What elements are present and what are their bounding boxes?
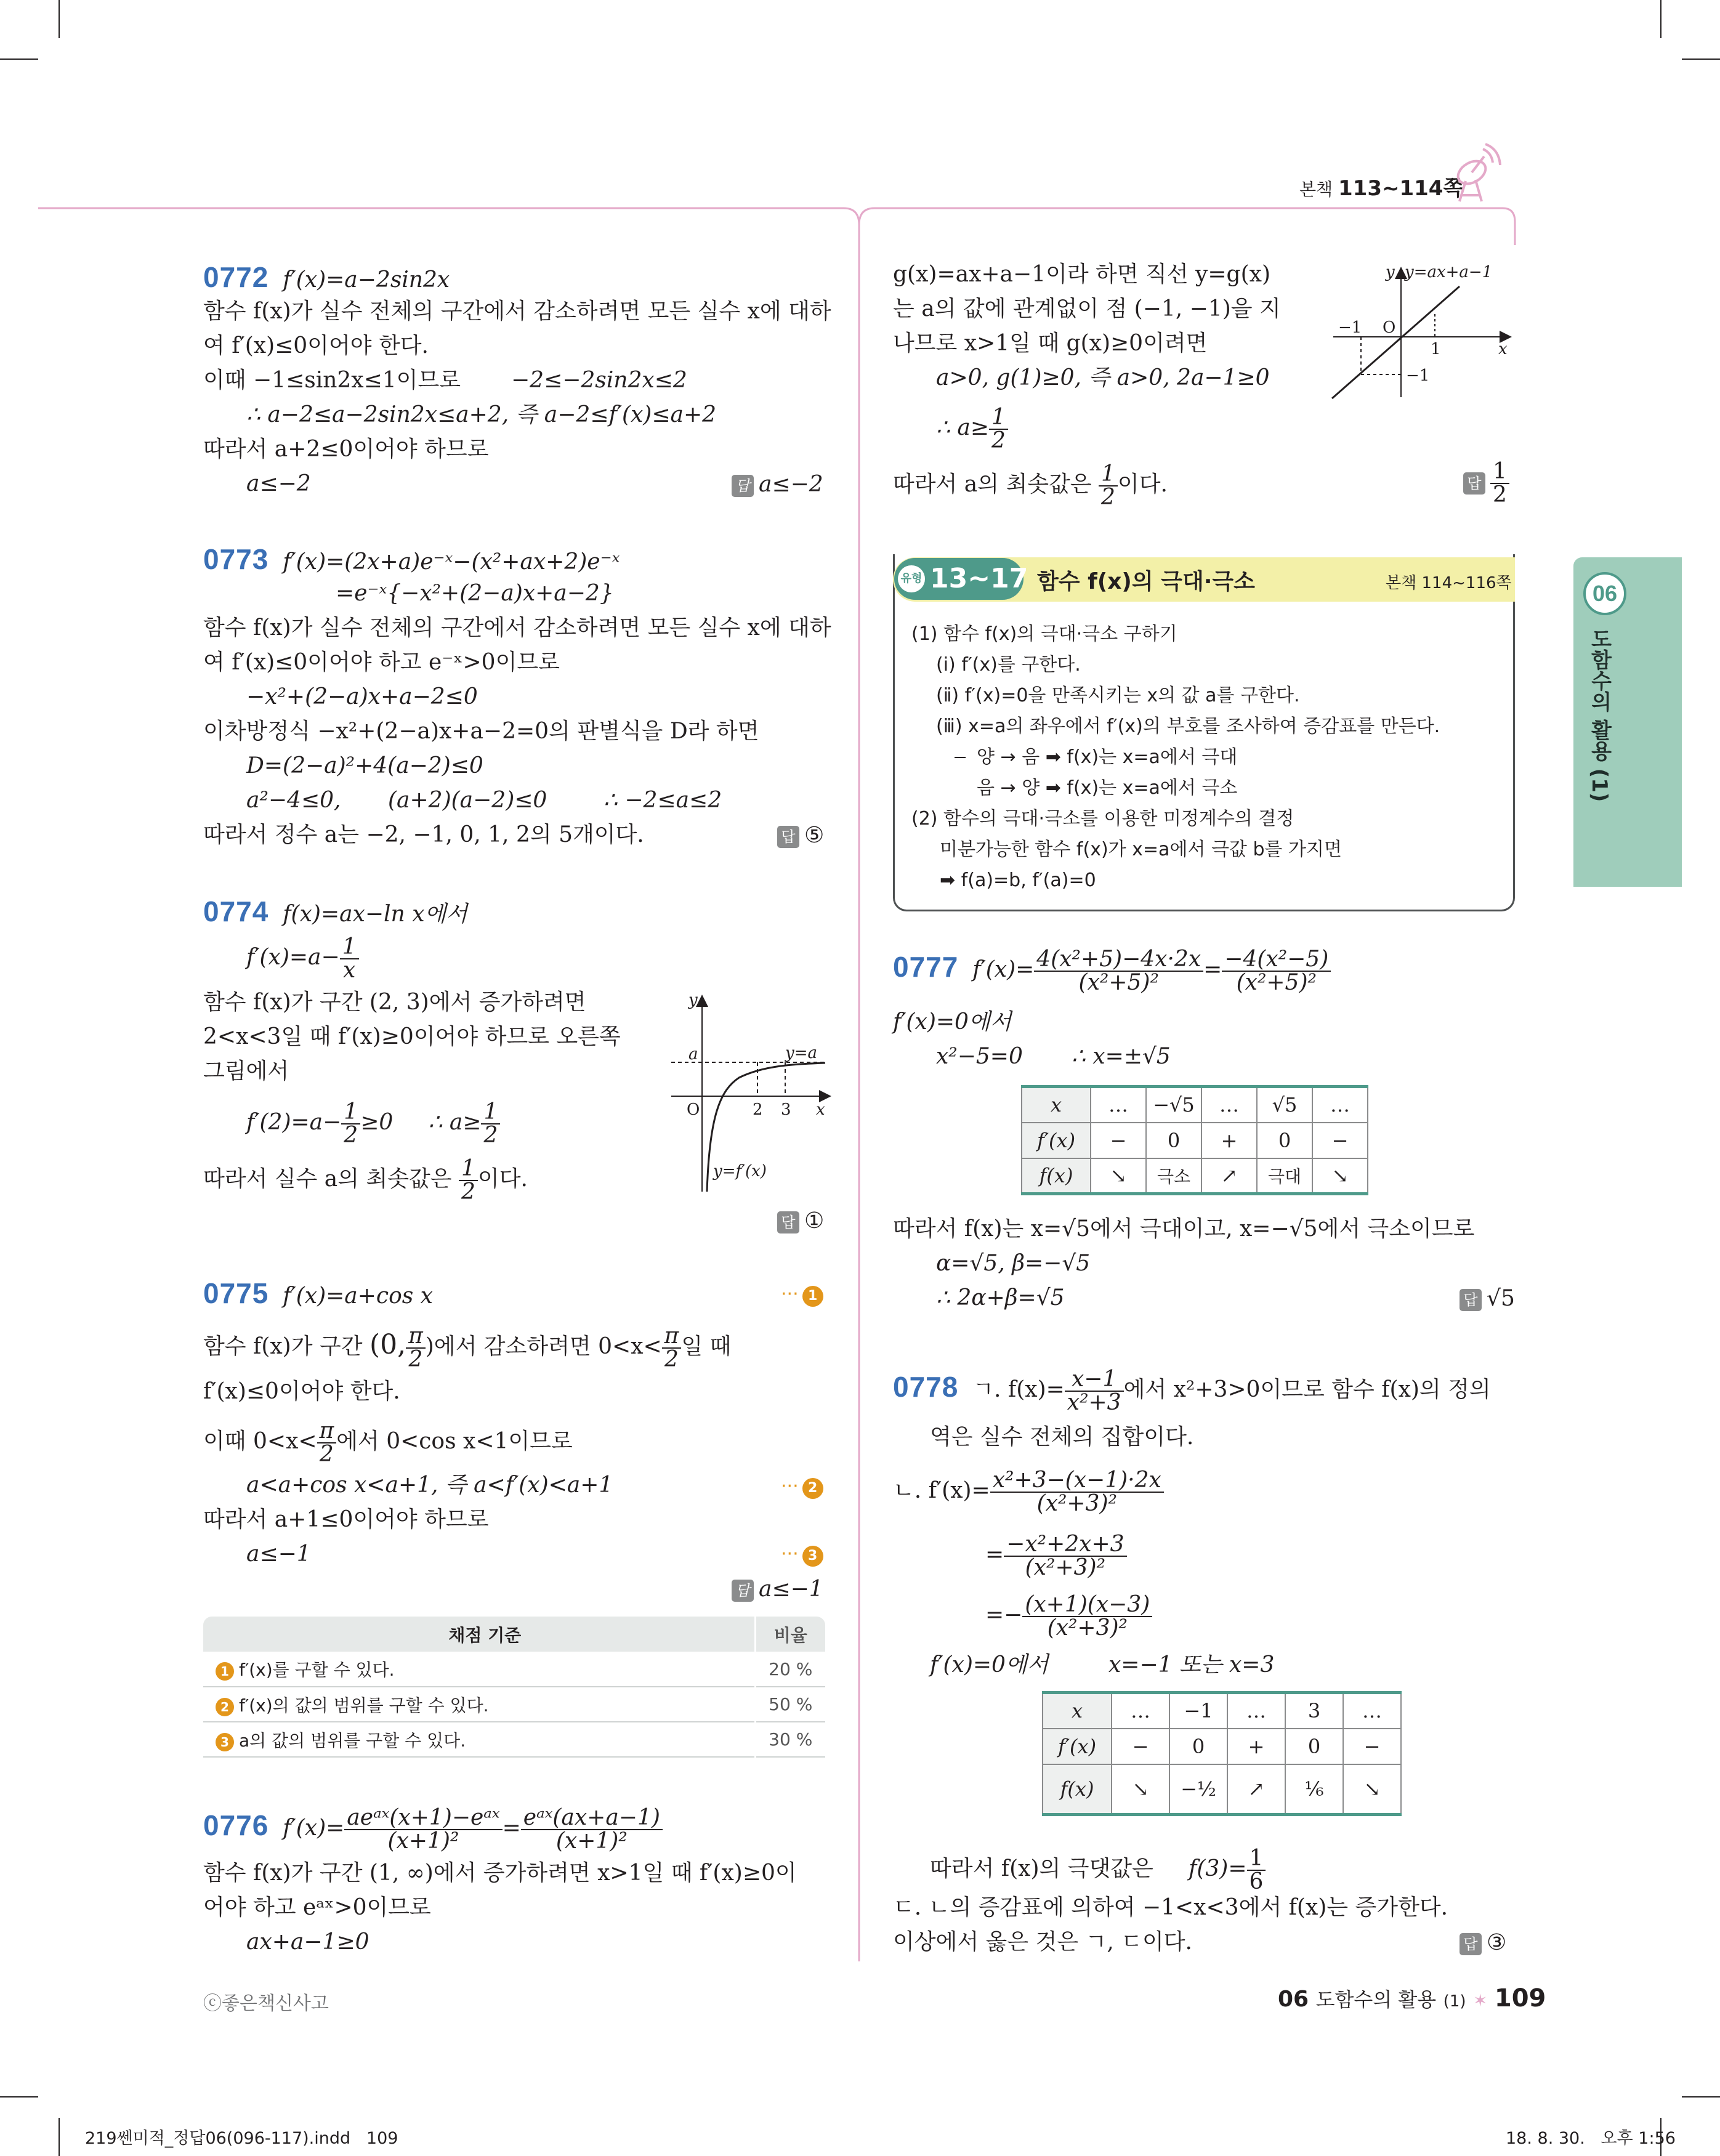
g0774-a: a	[688, 1045, 698, 1064]
criteria-rate: 20 %	[755, 1652, 825, 1687]
text-0778-8: ㄷ. ㄴ의 증감표에 의하여 −1<x<3에서 f(x)는 증가한다.	[893, 1895, 1448, 1920]
cell: +	[1227, 1729, 1285, 1764]
chapter-number-badge: 06	[1583, 572, 1626, 615]
frac-den: 2	[483, 1123, 498, 1148]
frac-0777-2	[1222, 948, 1331, 994]
answer-0776-frac	[1490, 461, 1509, 506]
graph-0774	[671, 991, 831, 1195]
cell: −√5	[1146, 1087, 1201, 1123]
cell: ↗	[1201, 1158, 1257, 1194]
eq-0778-4: = $\frac{\text{−x²+2x+3}}{\text{(x²+3)²}}$	[985, 1533, 1127, 1579]
frac-num: π	[317, 1420, 337, 1443]
type-tag-range: 13~17	[930, 563, 1028, 594]
cell: 0	[1285, 1729, 1343, 1764]
cell: x	[1022, 1087, 1091, 1123]
frac-den: 6	[1249, 1869, 1264, 1894]
frac-0778-4	[1004, 1533, 1126, 1579]
eq-0777-3b: ∴ x=±√5	[1072, 1044, 1171, 1069]
text-0775-3: f′(x)≤0이어야 한다.	[203, 1379, 400, 1404]
g0776-x: x	[1498, 340, 1508, 358]
file-info: 219쎈미적_정답06(096-117).indd 109	[85, 2129, 398, 2148]
g0774-ya: y=a	[785, 1044, 817, 1062]
cell: 극대	[1257, 1158, 1312, 1194]
frac-num: x²+3−(x−1)·2x	[990, 1469, 1164, 1493]
cell: f(x)	[1043, 1764, 1112, 1815]
text-0775-2a: 함수 f(x)가 구간	[203, 1334, 363, 1359]
frac-num: 1	[340, 936, 359, 959]
frac-den: 2	[664, 1347, 679, 1372]
grading-criteria-table	[203, 1617, 825, 1758]
answer-0773-text: ⑤	[804, 823, 825, 848]
frac-num: 1	[1490, 461, 1509, 484]
eq-0774-2	[246, 936, 359, 982]
eq-0773-7: D=(2−a)²+4(a−2)≤0	[246, 753, 483, 778]
frac-den: 2	[319, 1442, 334, 1467]
eq-0776-r5a: ∴ a≥	[936, 415, 989, 440]
text-0772-3: 여 f′(x)≤0이어야 한다.	[203, 333, 429, 358]
cell: 0	[1146, 1123, 1201, 1158]
frac-den: (x²+3)²	[1025, 1555, 1105, 1580]
frac-0776-r5	[989, 406, 1008, 452]
text-0777-4: 따라서 f(x)는 x=√5에서 극대이고, x=−√5에서 극소이므로	[893, 1216, 1475, 1242]
ref-prefix: 본책	[1299, 179, 1333, 200]
step-marker-2: ··· 2	[781, 1476, 823, 1499]
frac-0776-1	[344, 1807, 502, 1852]
ref-pages: 113~114쪽	[1338, 176, 1464, 201]
frac-0775-2	[406, 1325, 426, 1371]
criteria-text: f′(x)를 구할 수 있다.	[239, 1660, 395, 1680]
eq-0776-1a: f′(x)=	[283, 1815, 345, 1841]
cell: 극소	[1146, 1158, 1201, 1194]
chapter-side-title: 도함수의 활용 (1)	[1587, 628, 1612, 802]
criteria-head: 채점 기준	[203, 1617, 755, 1652]
page-number: 109	[1494, 1984, 1546, 2013]
eq-0777-5: α=√5, β=−√5	[936, 1251, 1091, 1276]
eq-0772-1: f′(x)=a−2sin2x	[283, 267, 450, 293]
problem-number-0777: 0777	[893, 951, 959, 983]
criteria-text: a의 값의 범위를 구할 수 있다.	[239, 1730, 466, 1751]
cell: −½	[1169, 1764, 1227, 1815]
frac-0774-6c	[481, 1101, 500, 1147]
g0774-y: y	[688, 991, 698, 1009]
eq-0774-1: f(x)=ax−ln x에서	[283, 902, 468, 927]
text-0772-4b: −2≤−2sin2x≤2	[511, 368, 687, 393]
problem-number-0775: 0775	[203, 1277, 269, 1309]
text-0778-7a: 따라서 f(x)의 극댓값은	[930, 1856, 1153, 1881]
frac-0774-6	[341, 1101, 360, 1147]
frac-den: (x²+5)²	[1236, 970, 1317, 995]
eq-0775-5: a<a+cos x<a+1, 즉 a<f′(x)<a+1	[246, 1472, 613, 1498]
frac-num: 1	[481, 1101, 500, 1124]
type-items	[911, 619, 1440, 896]
frac-num: π	[406, 1325, 426, 1349]
type-tag	[894, 558, 1028, 600]
problem-0774-head	[203, 894, 467, 932]
frac-den: 2	[1493, 482, 1507, 507]
text-0778-1a: ㄱ. f(x)=	[972, 1377, 1065, 1402]
text-0774-7b: 이다.	[477, 1166, 528, 1192]
cell: ↘	[1312, 1158, 1368, 1194]
eq-0773-1: f′(x)=(2x+a)e⁻ˣ−(x²+ax+2)e⁻ˣ	[283, 549, 620, 575]
answer-0775	[732, 1577, 823, 1602]
step-number: 1	[802, 1286, 823, 1307]
eq-0773-8a: a²−4≤0,	[246, 788, 341, 813]
text-0778-7b: f(3)=	[1189, 1856, 1247, 1881]
text-0773-3: 함수 f(x)가 실수 전체의 구간에서 감소하려면 모든 실수 x에 대하	[203, 615, 831, 640]
eq-0776-4: ax+a−1≥0	[246, 1929, 369, 1955]
frac-0777-1	[1034, 948, 1203, 994]
print-date: 18. 8. 30. 오후 1:56	[1506, 2129, 1676, 2148]
type-item: (1) 함수 f(x)의 극대·극소 구하기	[911, 623, 1177, 645]
text-0773-9: 따라서 정수 a는 −2, −1, 0, 1, 2의 5개이다.	[203, 822, 644, 847]
frac-0775-2b	[662, 1325, 682, 1371]
cell: …	[1312, 1087, 1368, 1123]
problem-0772-head	[203, 260, 450, 297]
eq-0777-1a: f′(x)=	[972, 957, 1035, 982]
frac-num: (x+1)(x−3)	[1022, 1594, 1152, 1617]
frac-num: x−1	[1065, 1368, 1124, 1392]
problem-0775-head	[203, 1276, 433, 1314]
g0776-m1b: −1	[1406, 366, 1430, 385]
frac-den: (x²+5)²	[1078, 970, 1159, 995]
text-0778-1b: 에서 x²+3>0이므로 함수 f(x)의 정의	[1123, 1377, 1491, 1402]
type-item: (ⅰ) f′(x)를 구한다.	[936, 654, 1081, 676]
problem-0773-head	[203, 542, 620, 579]
g0774-3: 3	[781, 1100, 791, 1119]
frac-0776-r6	[1099, 463, 1118, 509]
frac-den: 2	[461, 1179, 475, 1205]
type-item: 음 → 양 ➡ f(x)는 x=a에서 극소	[977, 777, 1238, 799]
answer-0775-text: a≤−1	[759, 1577, 823, 1602]
frac-num: aeᵃˣ(x+1)−eᵃˣ	[344, 1807, 502, 1830]
cell: √5	[1257, 1087, 1312, 1123]
answer-badge-icon: 답	[1460, 1933, 1482, 1955]
criteria-rate-head: 비율	[755, 1617, 825, 1652]
answer-badge-icon: 답	[1460, 1289, 1482, 1311]
eq-0774-2a: f′(x)=a−	[246, 945, 340, 970]
text-0776-r6a: 따라서 a의 최솟값은	[893, 472, 1092, 497]
frac-den: 2	[991, 428, 1006, 453]
frac-num: −4(x²−5)	[1222, 948, 1331, 972]
type-item: (ⅱ) f′(x)=0을 만족시키는 x의 값 a를 구한다.	[936, 685, 1300, 706]
eq-0775-7: a≤−1	[246, 1541, 311, 1567]
eq-0776-r5	[936, 406, 1008, 452]
cell: f′(x)	[1043, 1729, 1112, 1764]
type-item: (2) 함수의 극대·극소를 이용한 미정계수의 결정	[911, 808, 1294, 830]
answer-0776	[1463, 461, 1509, 506]
text-0776-r3: 나므로 x>1일 때 g(x)≥0이려면	[893, 331, 1208, 356]
eq-0778-5: =− $\frac{(x+1)(x-3)}{\text{(x²+3)²}}$	[985, 1594, 1152, 1639]
table-0778	[1042, 1691, 1402, 1816]
g0776-y: y	[1386, 263, 1395, 281]
text-0775-2e: 일 때	[681, 1334, 732, 1359]
eq-0778-3	[893, 1469, 1164, 1515]
text-0776-r2: 는 a의 값에 관계없이 점 (−1, −1)을 지	[893, 296, 1281, 321]
cell: 0	[1169, 1729, 1227, 1764]
text-0774-7	[203, 1158, 528, 1203]
text-0778-2: 역은 실수 전체의 집합이다.	[930, 1424, 1194, 1450]
cell: −	[1343, 1729, 1401, 1764]
frac-num: 1	[459, 1158, 478, 1181]
satellite-icon	[1447, 143, 1503, 204]
type-tag-prefix: 유형	[898, 565, 925, 592]
eq-0774-6a: f′(2)=a−	[246, 1110, 342, 1135]
cell: f(x)	[1022, 1158, 1091, 1194]
frac-num: π	[662, 1325, 682, 1349]
cell: 3	[1285, 1693, 1343, 1729]
problem-0778-head	[893, 1368, 1491, 1414]
frac-den: x²+3	[1067, 1390, 1121, 1415]
table-row	[1022, 1158, 1368, 1194]
frac-num: 1	[989, 406, 1008, 430]
eq-0777-3a: x²−5=0	[936, 1044, 1023, 1069]
frac-den: 2	[408, 1347, 423, 1372]
frac-0776-2	[521, 1807, 663, 1852]
frac-den: (x+1)²	[387, 1828, 459, 1854]
answer-0778	[1460, 1930, 1506, 1955]
eq-0773-8c: ∴ −2≤a≤2	[604, 788, 722, 813]
text-0772-6: 따라서 a+2≤0이어야 하므로	[203, 437, 489, 462]
type-item: 양 → 음 ➡ f(x)는 x=a에서 극대	[977, 746, 1238, 768]
text-0775-4a: 이때 0<x<	[203, 1429, 317, 1454]
answer-0772-text: a≤−2	[759, 472, 823, 497]
frac-num: 1	[341, 1101, 360, 1124]
problem-number-0772: 0772	[203, 261, 269, 293]
frac-den: 2	[1101, 485, 1115, 510]
answer-0774	[777, 1208, 824, 1233]
g0774-f: y=f′(x)	[713, 1162, 767, 1181]
text-0773-6: 이차방정식 −x²+(2−a)x+a−2=0의 판별식을 D라 하면	[203, 719, 759, 744]
table-row	[1043, 1693, 1401, 1729]
frac-0778-1	[1065, 1368, 1124, 1414]
eq-0774-6c: ∴ a≥	[428, 1110, 482, 1135]
cell: +	[1201, 1123, 1257, 1158]
answer-badge-icon: 답	[777, 1211, 799, 1233]
frac-num: 1	[1099, 463, 1118, 487]
text-0775-2c: )에서 감소하려면 0<x<	[425, 1334, 662, 1359]
text-0775-2b: (0,	[369, 1329, 406, 1360]
frac-0778-3	[990, 1469, 1164, 1515]
eq-0774-6	[246, 1101, 500, 1147]
eq-0777-6: ∴ 2α+β=√5	[936, 1285, 1065, 1310]
cell: ↘	[1091, 1158, 1146, 1194]
text-0776-r1: g(x)=ax+a−1이라 하면 직선 y=g(x)	[893, 262, 1270, 287]
g0774-O: O	[687, 1100, 700, 1119]
cell: …	[1343, 1693, 1401, 1729]
frac-num: 4(x²+5)−4x·2x	[1034, 948, 1203, 972]
criteria-row	[203, 1722, 825, 1757]
criteria-row	[203, 1687, 825, 1722]
frac-0774-2	[340, 936, 359, 982]
criteria-text: f′(x)의 값의 범위를 구할 수 있다.	[239, 1695, 489, 1716]
cell: 0	[1257, 1123, 1312, 1158]
table-0777	[1021, 1085, 1368, 1195]
answer-0772	[732, 472, 823, 497]
text-0772-7: a≤−2	[246, 471, 311, 496]
table-row	[1043, 1729, 1401, 1764]
answer-badge-icon: 답	[732, 1580, 754, 1602]
type-ref: 본책 114~116쪽	[1386, 574, 1512, 592]
table-row	[1022, 1123, 1368, 1158]
answer-badge-icon: 답	[777, 826, 799, 848]
eq-0773-5: −x²+(2−a)x+a−2≤0	[246, 684, 478, 709]
eq-0778-6b: x=−1 또는 x=3	[1108, 1652, 1275, 1678]
criteria-rate: 30 %	[755, 1722, 825, 1757]
cell: f′(x)	[1022, 1123, 1091, 1158]
text-0777-2: f′(x)=0에서	[893, 1009, 1012, 1035]
text-0778-7	[930, 1847, 1266, 1893]
text-0775-4b: 에서 0<cos x<1이므로	[336, 1429, 573, 1454]
problem-number-0773: 0773	[203, 543, 269, 575]
problem-number-0774: 0774	[203, 895, 269, 927]
frac-den: (x²+3)²	[1047, 1615, 1128, 1641]
frac-num: eᵃˣ(ax+a−1)	[521, 1807, 663, 1830]
text-0775-2	[203, 1325, 731, 1371]
cell: …	[1201, 1087, 1257, 1123]
answer-badge-icon: 답	[1463, 472, 1485, 495]
eq-0776-r4: a>0, g(1)≥0, 즉 a>0, 2a−1≥0	[936, 365, 1270, 390]
eq-0778-6a: f′(x)=0에서	[930, 1652, 1049, 1678]
criteria-num: 3	[216, 1733, 234, 1751]
text-0776-2: 함수 f(x)가 구간 (1, ∞)에서 증가하려면 x>1일 때 f′(x)≥0이	[203, 1860, 797, 1886]
g0776-1: 1	[1431, 340, 1441, 358]
frac-0775-4	[317, 1420, 337, 1466]
cell: −	[1112, 1729, 1169, 1764]
step-marker-1: ··· 1	[781, 1283, 823, 1307]
frac-0774-7	[459, 1158, 478, 1203]
frac-den: 2	[344, 1123, 358, 1148]
text-0778-3a: ㄴ. f′(x)=	[893, 1478, 990, 1503]
graph-0776	[1327, 262, 1512, 403]
type-item: ➡ f(a)=b, f′(a)=0	[940, 870, 1096, 891]
type-title: 함수 f(x)의 극대·극소	[1037, 569, 1255, 594]
cell: …	[1112, 1693, 1169, 1729]
criteria-row	[203, 1652, 825, 1687]
frac-den: (x²+3)²	[1036, 1491, 1117, 1516]
eq-0775-1: f′(x)=a+cos x	[283, 1283, 433, 1309]
cell: x	[1043, 1693, 1112, 1729]
cell: ↘	[1343, 1764, 1401, 1815]
table-row	[1022, 1087, 1368, 1123]
criteria-num: 1	[216, 1662, 234, 1681]
type-item: 미분가능한 함수 f(x)가 x=a에서 극값 b를 가지면	[940, 839, 1342, 860]
cell: ⅙	[1285, 1764, 1343, 1815]
text-0774-5: 그림에서	[203, 1059, 289, 1084]
cell: ↘	[1112, 1764, 1169, 1815]
answer-0778-text: ③	[1487, 1930, 1507, 1955]
text-0772-2: 함수 f(x)가 실수 전체의 구간에서 감소하려면 모든 실수 x에 대하	[203, 299, 831, 324]
answer-0774-text: ①	[804, 1208, 825, 1233]
cell: …	[1091, 1087, 1146, 1123]
frac-num: −x²+2x+3	[1004, 1533, 1126, 1557]
cell: −1	[1169, 1693, 1227, 1729]
criteria-num: 2	[216, 1698, 234, 1716]
copyright: ⓒ좋은책신사고	[203, 1993, 329, 2014]
text-0778-9: 이상에서 옳은 것은 ㄱ, ㄷ이다.	[893, 1929, 1192, 1955]
problem-number-0778: 0778	[893, 1371, 959, 1403]
eq-0773-2: =e⁻ˣ{−x²+(2−a)x+a−2}	[336, 581, 614, 606]
eq-0774-6b: ≥0	[360, 1110, 394, 1135]
eq-0773-8b: (a+2)(a−2)≤0	[388, 788, 547, 813]
text-0774-4: 2<x<3일 때 f′(x)≥0이어야 하므로 오른쪽	[203, 1024, 621, 1049]
step-number: 3	[802, 1546, 823, 1567]
text-0776-r6	[893, 463, 1168, 509]
cell: −	[1312, 1123, 1368, 1158]
step-marker-3: ··· 3	[781, 1543, 823, 1567]
cell: −	[1091, 1123, 1146, 1158]
text-0775-6: 따라서 a+1≤0이어야 하므로	[203, 1507, 489, 1532]
g0774-x: x	[816, 1100, 825, 1119]
criteria-rate: 50 %	[755, 1687, 825, 1722]
text-0776-3: 어야 하고 eᵃˣ>0이므로	[203, 1895, 431, 1920]
answer-badge-icon: 답	[732, 475, 754, 497]
chapter-side-tab	[1573, 557, 1682, 887]
cell: ↗	[1227, 1764, 1285, 1815]
page-footer	[1278, 1984, 1546, 2013]
cell: …	[1227, 1693, 1285, 1729]
answer-0777	[1460, 1286, 1515, 1311]
text-0772-5: ∴ a−2≤a−2sin2x≤a+2, 즉 a−2≤f′(x)≤a+2	[246, 402, 717, 427]
frac-num: 1	[1247, 1847, 1266, 1871]
frac-den: x	[342, 958, 356, 983]
step-number: 2	[802, 1478, 823, 1499]
problem-number-0776: 0776	[203, 1809, 269, 1841]
footer-chapter: 도함수의 활용	[1315, 1988, 1437, 2011]
type-item: (ⅲ) x=a의 좌우에서 f′(x)의 부호를 조사하여 증감표를 만든다.	[936, 716, 1440, 737]
text-0774-7a: 따라서 실수 a의 최솟값은	[203, 1166, 452, 1192]
g0776-O: O	[1383, 318, 1396, 337]
footer-chapter-part: (1)	[1443, 1992, 1466, 2011]
g0776-m1: −1	[1338, 318, 1362, 337]
text-0776-r6b: 이다.	[1117, 472, 1168, 497]
frac-0778-5	[1022, 1594, 1152, 1639]
answer-0773	[777, 823, 824, 848]
footer-chapter-num: 06	[1278, 1987, 1309, 2012]
frac-0778-7	[1247, 1847, 1266, 1893]
table-row	[1043, 1764, 1401, 1815]
text-0772-4a: 이때 −1≤sin2x≤1이므로	[203, 368, 461, 393]
text-0775-4	[203, 1420, 573, 1466]
answer-0777-text: √5	[1487, 1286, 1515, 1311]
star-icon: ✶	[1472, 1990, 1488, 2011]
g0774-2: 2	[753, 1100, 763, 1119]
g0776-line: y=ax+a−1	[1405, 263, 1493, 281]
page-reference	[1299, 171, 1463, 201]
text-0774-3: 함수 f(x)가 구간 (2, 3)에서 증가하려면	[203, 990, 586, 1015]
frac-den: (x+1)²	[555, 1828, 628, 1854]
text-0773-4: 여 f′(x)≤0이어야 하고 e⁻ˣ>0이므로	[203, 650, 560, 675]
problem-0777-head: 0777 f′(x)= $\frac{\text{4(x²+5)−4x·2x}}{\text{(x²+5)²}}$ = $\frac{\text{−4(x²−5)}}{\text{(x²+5)²}}$	[893, 948, 1331, 994]
problem-0776-head: 0776 f′(x)= $\frac{\text{aeᵃˣ(x+1)−eᵃˣ}}{\text{(x+1)²}}$ = $\frac{\text{eᵃˣ(ax+a−1)}}{\text{(x+1)²}}$	[203, 1807, 663, 1852]
